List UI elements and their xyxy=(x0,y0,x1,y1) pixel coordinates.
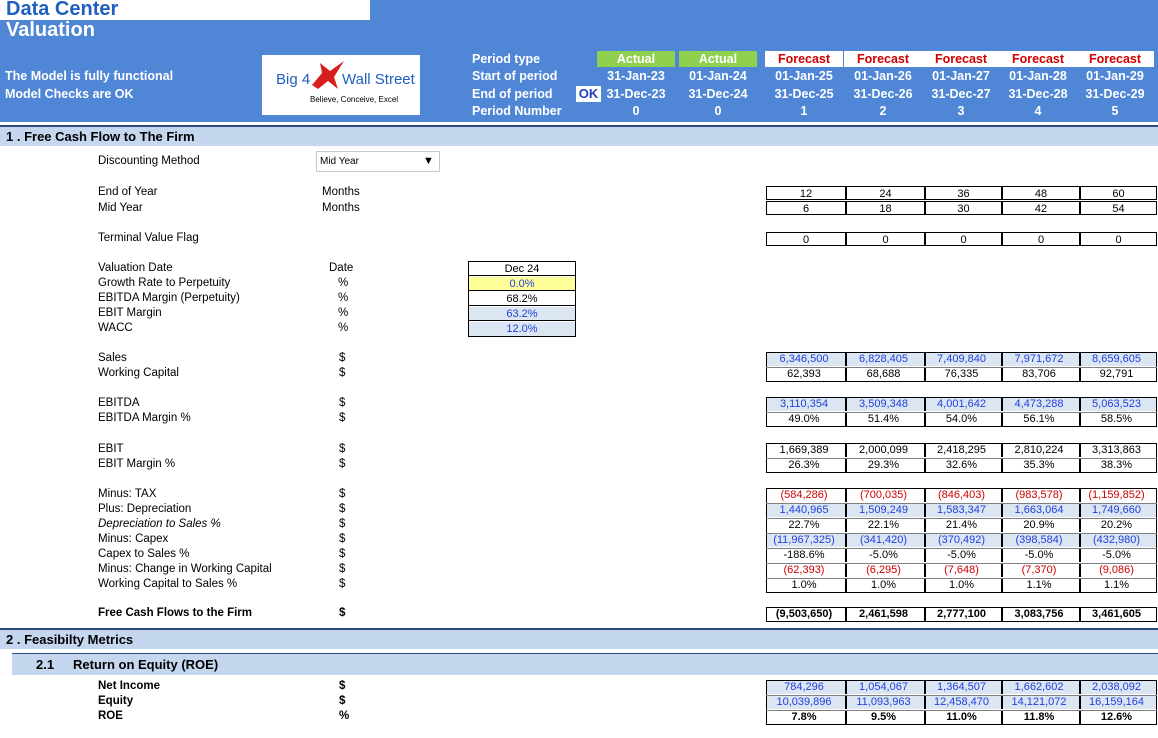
net-income-cell[interactable]: 1,364,507 xyxy=(925,680,1002,694)
period-start-6: 01-Jan-29 xyxy=(1086,69,1144,83)
logo-tagline: Believe, Conceive, Excel xyxy=(310,95,399,104)
end-of-year-cell[interactable]: 24 xyxy=(846,186,925,200)
dep-to-sales-label: Depreciation to Sales % xyxy=(98,518,221,530)
mid-year-cell[interactable]: 6 xyxy=(766,201,846,215)
equity-cell[interactable]: 11,093,963 xyxy=(846,695,925,709)
period-end-2: 31-Dec-25 xyxy=(774,87,834,101)
ebitda-margin-cell[interactable]: 56.1% xyxy=(1002,412,1080,426)
period-type-4: Forecast xyxy=(922,51,1000,67)
working-capital-cell[interactable]: 62,393 xyxy=(766,367,846,381)
fcff-cell[interactable]: 3,083,756 xyxy=(1002,607,1080,621)
valuation-date-unit: Date xyxy=(329,262,354,274)
subsection-title: Return on Equity (ROE) xyxy=(73,657,219,672)
depreciation-cell[interactable]: 1,440,965 xyxy=(766,503,846,517)
capex-to-sales-cell[interactable]: -5.0% xyxy=(1002,548,1080,562)
capex-to-sales-label: Capex to Sales % xyxy=(98,548,190,560)
ebit-margin-cell[interactable]: 29.3% xyxy=(846,458,925,472)
equity-unit: $ xyxy=(339,695,346,707)
row-label-start: Start of period xyxy=(472,69,558,83)
period-end-5: 31-Dec-28 xyxy=(1008,87,1068,101)
row-separator xyxy=(766,533,1157,534)
capex-cell[interactable]: (11,967,325) xyxy=(766,533,846,547)
ebitda-margin-label: EBITDA Margin % xyxy=(98,412,191,424)
ebitda-cell[interactable]: 3,110,354 xyxy=(766,397,846,411)
capex-unit: $ xyxy=(339,533,346,545)
ebit-margin-cell[interactable]: 38.3% xyxy=(1080,458,1157,472)
change-wc-cell[interactable]: (6,295) xyxy=(846,563,925,577)
depreciation-cell[interactable]: 1,749,660 xyxy=(1080,503,1157,517)
working-capital-cell[interactable]: 76,335 xyxy=(925,367,1002,381)
period-type-2: Forecast xyxy=(765,51,843,67)
ebitda-margin-perp-unit: % xyxy=(338,292,349,304)
tax-cell[interactable]: (700,035) xyxy=(846,488,925,502)
mid-year-label: Mid Year xyxy=(98,202,143,214)
row-label-period-number: Period Number xyxy=(472,104,562,118)
row-separator xyxy=(766,458,1157,459)
logo-text-left: Big 4 xyxy=(276,71,311,88)
equity-label: Equity xyxy=(98,695,134,707)
ebit-margin-label: EBIT Margin % xyxy=(98,458,176,470)
period-start-2: 01-Jan-25 xyxy=(775,69,833,83)
roe-cell[interactable]: 7.8% xyxy=(766,710,846,724)
period-end-0: 31-Dec-23 xyxy=(606,87,666,101)
dep-to-sales-cell[interactable]: 20.9% xyxy=(1002,518,1080,532)
terminal-flag-cell[interactable]: 0 xyxy=(766,232,846,246)
roe-cell[interactable]: 9.5% xyxy=(846,710,925,724)
period-start-5: 01-Jan-28 xyxy=(1009,69,1067,83)
capex-to-sales-cell[interactable]: -5.0% xyxy=(1080,548,1157,562)
ebitda-margin-perp-value[interactable]: 68.2% xyxy=(469,292,575,306)
ebitda-margin-cell[interactable]: 58.5% xyxy=(1080,412,1157,426)
change-wc-cell[interactable]: (7,648) xyxy=(925,563,1002,577)
terminal-label: Terminal Value Flag xyxy=(98,232,199,244)
row-separator xyxy=(766,578,1157,579)
ebit-cell[interactable]: 2,418,295 xyxy=(925,443,1002,457)
growth-rate-input[interactable]: 0.0% xyxy=(469,277,575,291)
section-header-feasibility xyxy=(0,628,1158,649)
ebit-margin-cell[interactable]: 35.3% xyxy=(1002,458,1080,472)
row-separator xyxy=(766,695,1157,696)
net-income-cell[interactable]: 2,038,092 xyxy=(1080,680,1157,694)
end-of-year-cell[interactable]: 48 xyxy=(1002,186,1080,200)
period-end-1: 31-Dec-24 xyxy=(688,87,748,101)
change-wc-cell[interactable]: (9,086) xyxy=(1080,563,1157,577)
row-separator xyxy=(766,503,1157,504)
dep-to-sales-unit: $ xyxy=(339,518,346,530)
ebit-margin-cell[interactable]: 32.6% xyxy=(925,458,1002,472)
sales-cell[interactable]: 7,409,840 xyxy=(925,352,1002,366)
ebit-margin-label: EBIT Margin xyxy=(98,307,162,319)
dep-to-sales-cell[interactable]: 21.4% xyxy=(925,518,1002,532)
period-start-1: 01-Jan-24 xyxy=(689,69,747,83)
change-wc-label: Minus: Change in Working Capital xyxy=(98,563,272,575)
terminal-flag-cell[interactable]: 0 xyxy=(925,232,1002,246)
company-logo xyxy=(262,55,420,115)
period-type-0: Actual xyxy=(597,51,675,67)
section-title: 1 . Free Cash Flow to The Firm xyxy=(6,129,195,144)
period-type-1: Actual xyxy=(679,51,757,67)
sales-cell[interactable]: 6,346,500 xyxy=(766,352,846,366)
mid-year-cell[interactable]: 18 xyxy=(846,201,925,215)
change-wc-cell[interactable]: (62,393) xyxy=(766,563,846,577)
equity-cell[interactable]: 16,159,164 xyxy=(1080,695,1157,709)
status-checks: Model Checks are OK xyxy=(5,87,134,101)
period-end-4: 31-Dec-27 xyxy=(931,87,991,101)
row-separator xyxy=(766,412,1157,413)
net-income-unit: $ xyxy=(339,680,346,692)
tax-cell[interactable]: (983,578) xyxy=(1002,488,1080,502)
ebitda-margin-cell[interactable]: 54.0% xyxy=(925,412,1002,426)
ebitda-cell[interactable]: 5,063,523 xyxy=(1080,397,1157,411)
capex-to-sales-cell[interactable]: -188.6% xyxy=(766,548,846,562)
net-income-cell[interactable]: 1,054,067 xyxy=(846,680,925,694)
wc-to-sales-unit: $ xyxy=(339,578,346,590)
ebitda-margin-cell[interactable]: 49.0% xyxy=(766,412,846,426)
period-number-0: 0 xyxy=(632,104,640,118)
end-of-year-label: End of Year xyxy=(98,186,158,198)
value-block-outline xyxy=(766,607,1157,622)
roe-label: ROE xyxy=(98,710,123,722)
mid-year-cell[interactable]: 42 xyxy=(1002,201,1080,215)
working-capital-cell[interactable]: 83,706 xyxy=(1002,367,1080,381)
ebit-cell[interactable]: 3,313,863 xyxy=(1080,443,1157,457)
terminal-flag-cell[interactable]: 0 xyxy=(846,232,925,246)
depreciation-unit: $ xyxy=(339,503,346,515)
ebitda-cell[interactable]: 4,473,288 xyxy=(1002,397,1080,411)
ebit-margin-unit: $ xyxy=(339,458,346,470)
ebit-margin-input[interactable]: 63.2% xyxy=(469,307,575,321)
sales-cell[interactable]: 7,971,672 xyxy=(1002,352,1080,366)
mid-year-unit: Months xyxy=(322,202,360,214)
period-type-6: Forecast xyxy=(1076,51,1154,67)
net-income-cell[interactable]: 1,662,602 xyxy=(1002,680,1080,694)
period-end-3: 31-Dec-26 xyxy=(853,87,913,101)
terminal-flag-cell[interactable]: 0 xyxy=(1080,232,1157,246)
section-title: 2 . Feasibilty Metrics xyxy=(6,632,134,647)
tax-cell[interactable]: (584,286) xyxy=(766,488,846,502)
wc-to-sales-cell[interactable]: 1.0% xyxy=(925,578,1002,592)
discounting-label: Discounting Method xyxy=(98,155,200,167)
wc-to-sales-cell[interactable]: 1.1% xyxy=(1080,578,1157,592)
end-of-year-cell[interactable]: 12 xyxy=(766,186,846,200)
row-label-end: End of period xyxy=(472,87,553,101)
equity-cell[interactable]: 14,121,072 xyxy=(1002,695,1080,709)
net-income-cell[interactable]: 784,296 xyxy=(766,680,846,694)
sheet-subtitle: Valuation xyxy=(6,19,95,41)
discounting-method-select[interactable] xyxy=(316,151,440,172)
logo-text-right: Wall Street xyxy=(342,71,415,88)
wc-to-sales-label: Working Capital to Sales % xyxy=(98,578,238,590)
fcff-cell[interactable]: (9,503,650) xyxy=(766,607,846,621)
period-number-3: 2 xyxy=(879,104,887,118)
dep-to-sales-cell[interactable]: 22.7% xyxy=(766,518,846,532)
mid-year-cell[interactable]: 54 xyxy=(1080,201,1157,215)
section-header-fcff xyxy=(0,125,1158,146)
equity-cell[interactable]: 12,458,470 xyxy=(925,695,1002,709)
subsection-number: 2.1 xyxy=(36,657,55,672)
depreciation-cell[interactable]: 1,663,064 xyxy=(1002,503,1080,517)
fcff-cell[interactable]: 3,461,605 xyxy=(1080,607,1157,621)
period-end-6: 31-Dec-29 xyxy=(1085,87,1145,101)
working-capital-cell[interactable]: 68,688 xyxy=(846,367,925,381)
growth-rate-label: Growth Rate to Perpetuity xyxy=(98,277,231,289)
mid-year-cell[interactable]: 30 xyxy=(925,201,1002,215)
wc-to-sales-cell[interactable]: 1.0% xyxy=(766,578,846,592)
wc-to-sales-cell[interactable]: 1.0% xyxy=(846,578,925,592)
capex-to-sales-cell[interactable]: -5.0% xyxy=(846,548,925,562)
change-wc-cell[interactable]: (7,370) xyxy=(1002,563,1080,577)
ebit-margin-cell[interactable]: 26.3% xyxy=(766,458,846,472)
eagle-icon xyxy=(310,59,346,93)
period-start-3: 01-Jan-26 xyxy=(854,69,912,83)
ebitda-unit: $ xyxy=(339,397,346,409)
row-separator xyxy=(766,548,1157,549)
row-separator xyxy=(766,367,1157,368)
period-start-4: 01-Jan-27 xyxy=(932,69,990,83)
value-block-outline xyxy=(766,680,1157,725)
roe-cell[interactable]: 11.0% xyxy=(925,710,1002,724)
net-income-label: Net Income xyxy=(98,680,160,692)
depreciation-cell[interactable]: 1,583,347 xyxy=(925,503,1002,517)
period-start-0: 31-Jan-23 xyxy=(607,69,665,83)
period-type-5: Forecast xyxy=(999,51,1077,67)
depreciation-label: Plus: Depreciation xyxy=(98,503,192,515)
row-label-period-type: Period type xyxy=(472,52,541,66)
capex-cell[interactable]: (370,492) xyxy=(925,533,1002,547)
ebit-cell[interactable]: 2,000,099 xyxy=(846,443,925,457)
valuation-date-label: Valuation Date xyxy=(98,262,173,274)
ebitda-cell[interactable]: 3,509,348 xyxy=(846,397,925,411)
sales-unit: $ xyxy=(339,352,346,364)
row-separator xyxy=(766,710,1157,711)
ebit-unit: $ xyxy=(339,443,346,455)
capex-cell[interactable]: (398,584) xyxy=(1002,533,1080,547)
end-of-year-unit: Months xyxy=(322,186,360,198)
wacc-input[interactable]: 12.0% xyxy=(469,322,575,336)
tax-unit: $ xyxy=(339,488,346,500)
wacc-label: WACC xyxy=(98,322,133,334)
wc-to-sales-cell[interactable]: 1.1% xyxy=(1002,578,1080,592)
end-of-year-cell[interactable]: 60 xyxy=(1080,186,1157,200)
ebit-cell[interactable]: 2,810,224 xyxy=(1002,443,1080,457)
tax-label: Minus: TAX xyxy=(98,488,157,500)
discounting-method-value: Mid Year xyxy=(320,156,359,167)
growth-rate-unit: % xyxy=(338,277,349,289)
sheet-title: Data Center xyxy=(6,0,119,20)
period-number-4: 3 xyxy=(957,104,965,118)
period-number-6: 5 xyxy=(1111,104,1119,118)
fcff-label: Free Cash Flows to the Firm xyxy=(98,607,252,619)
tax-cell[interactable]: (846,403) xyxy=(925,488,1002,502)
working-capital-label: Working Capital xyxy=(98,367,179,379)
working-capital-cell[interactable]: 92,791 xyxy=(1080,367,1157,381)
ebitda-label: EBITDA xyxy=(98,397,140,409)
ebitda-cell[interactable]: 4,001,642 xyxy=(925,397,1002,411)
dep-to-sales-cell[interactable]: 22.1% xyxy=(846,518,925,532)
ebitda-margin-perp-label: EBITDA Margin (Perpetuity) xyxy=(98,292,240,304)
fcff-cell[interactable]: 2,777,100 xyxy=(925,607,1002,621)
capex-to-sales-unit: $ xyxy=(339,548,346,560)
working-capital-unit: $ xyxy=(339,367,346,379)
capex-label: Minus: Capex xyxy=(98,533,169,545)
sales-label: Sales xyxy=(98,352,127,364)
change-wc-unit: $ xyxy=(339,563,346,575)
ebit-label: EBIT xyxy=(98,443,124,455)
capex-cell[interactable]: (432,980) xyxy=(1080,533,1157,547)
fcff-cell[interactable]: 2,461,598 xyxy=(846,607,925,621)
ebit-margin-unit: % xyxy=(338,307,349,319)
period-number-2: 1 xyxy=(800,104,808,118)
subsection-header-roe xyxy=(12,653,1158,675)
ok-badge: OK xyxy=(576,86,601,102)
capex-cell[interactable]: (341,420) xyxy=(846,533,925,547)
period-number-5: 4 xyxy=(1034,104,1042,118)
valuation-date-input[interactable]: Dec 24 xyxy=(469,262,575,276)
chevron-down-icon: ▼ xyxy=(423,155,434,167)
roe-cell[interactable]: 12.6% xyxy=(1080,710,1157,724)
ebitda-margin-cell[interactable]: 51.4% xyxy=(846,412,925,426)
terminal-flag-cell[interactable]: 0 xyxy=(1002,232,1080,246)
sales-cell[interactable]: 6,828,405 xyxy=(846,352,925,366)
end-of-year-cell[interactable]: 36 xyxy=(925,186,1002,200)
capex-to-sales-cell[interactable]: -5.0% xyxy=(925,548,1002,562)
wacc-unit: % xyxy=(338,322,349,334)
status-functional: The Model is fully functional xyxy=(5,69,174,83)
ebitda-margin-unit: $ xyxy=(339,412,346,424)
period-type-3: Forecast xyxy=(844,51,922,67)
row-separator xyxy=(766,563,1157,564)
sales-cell[interactable]: 8,659,605 xyxy=(1080,352,1157,366)
fcff-unit: $ xyxy=(339,607,346,619)
tax-cell[interactable]: (1,159,852) xyxy=(1080,488,1157,502)
depreciation-cell[interactable]: 1,509,249 xyxy=(846,503,925,517)
roe-cell[interactable]: 11.8% xyxy=(1002,710,1080,724)
roe-unit: % xyxy=(339,710,350,722)
row-separator xyxy=(766,518,1157,519)
equity-cell[interactable]: 10,039,896 xyxy=(766,695,846,709)
period-number-1: 0 xyxy=(714,104,722,118)
dep-to-sales-cell[interactable]: 20.2% xyxy=(1080,518,1157,532)
ebit-cell[interactable]: 1,669,389 xyxy=(766,443,846,457)
